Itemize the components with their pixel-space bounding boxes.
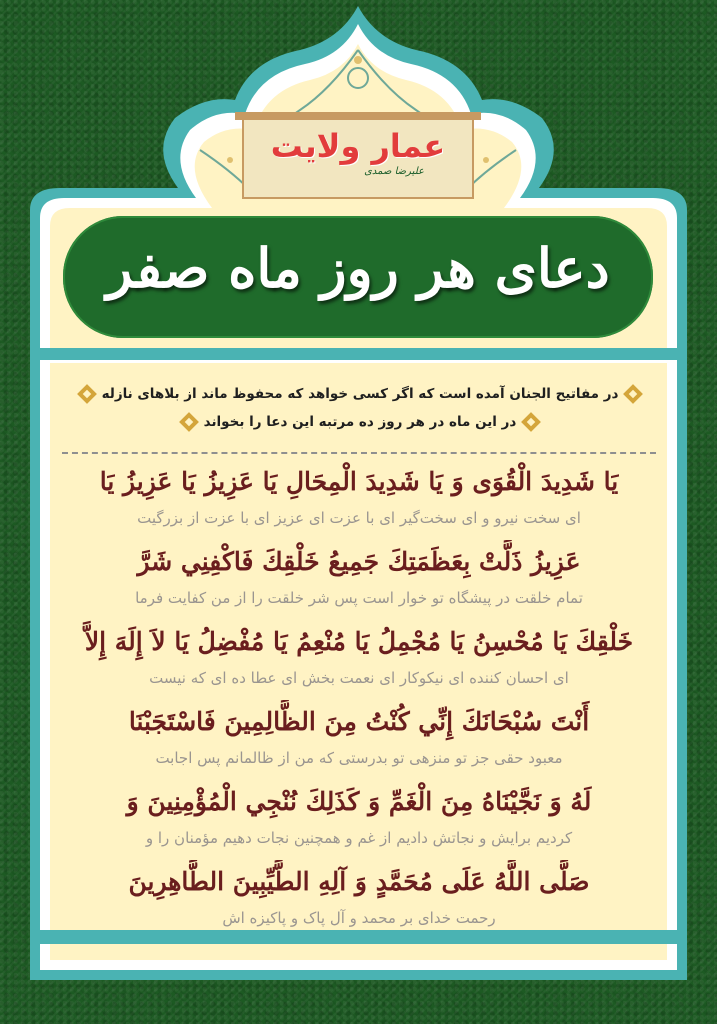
persian-translation: رحمت خدای بر محمد و آل پاک و پاکیزه اش bbox=[222, 909, 496, 927]
diamond-icon bbox=[521, 412, 541, 432]
divider bbox=[62, 452, 656, 454]
arabic-verse: صَلَّى اللَّهُ عَلَى مُحَمَّدٍ وَ آلِهِ الطَّيِّبِينَ الطَّاهِرِينَ bbox=[128, 867, 590, 896]
brand-logo bbox=[248, 118, 468, 198]
diamond-icon bbox=[624, 384, 644, 404]
persian-translation: ای احسان کننده ای نیکوکار ای نعمت بخش ای عطا ده ای که نیست bbox=[149, 669, 569, 687]
title-banner bbox=[63, 216, 653, 338]
persian-translation: ای سخت نیرو و ای سخت‌گیر ای با عزت ای عزیز ای با عزت از بزرگیت bbox=[137, 509, 581, 527]
persian-translation: تمام خلقت در پیشگاه تو خوار است پس شر خلقت را از من کفایت فرما bbox=[135, 589, 583, 607]
arabic-verse: يَا شَدِيدَ الْقُوَى وَ يَا شَدِيدَ الْمِحَالِ يَا عَزِيزُ يَا عَزِيزُ يَا bbox=[99, 467, 619, 496]
brand-signature: علیرضا صمدی bbox=[364, 166, 424, 177]
intro-text: در این ماه در هر روز ده مرتبه این دعا را بخواند bbox=[203, 414, 517, 430]
arabic-verse: عَزِيزُ ذَلَّتْ بِعَظَمَتِكَ جَمِيعُ خَلْقِكَ فَاكْفِنِي شَرَّ bbox=[137, 547, 581, 576]
page-title: دعای هر روز ماه صفر bbox=[106, 236, 610, 300]
diamond-icon bbox=[179, 412, 199, 432]
arabic-verse: خَلْقِكَ يَا مُحْسِنُ يَا مُجْمِلُ يَا مُنْعِمُ يَا مُفْضِلُ يَا لاَ إِلَهَ إِلاَّ bbox=[84, 627, 634, 656]
intro-text: در مفاتیح الجنان آمده است که اگر کسی خواهد که محفوظ ماند از بلاهای نازله bbox=[101, 386, 619, 402]
persian-translation: معبود حقی جز تو منزهی تو بدرستی که من از ظالمانم پس اجابت bbox=[155, 749, 563, 767]
dua-text-block bbox=[70, 460, 648, 940]
diamond-icon bbox=[77, 384, 97, 404]
arabic-verse: أَنْتَ سُبْحَانَكَ إِنِّي كُنْتُ مِنَ الظَّالِمِينَ فَاسْتَجَبْنَا bbox=[128, 707, 590, 736]
persian-translation: کردیم برایش و نجاتش دادیم از غم و همچنین نجات دهیم مؤمنان را و bbox=[145, 829, 573, 847]
brand-name: عمار ولایت bbox=[270, 127, 446, 165]
arabic-verse: لَهُ وَ نَجَّيْنَاهُ مِنَ الْغَمِّ وَ كَذَلِكَ نُنْجِي الْمُؤْمِنِينَ وَ bbox=[126, 787, 592, 816]
intro-block bbox=[55, 380, 665, 436]
intro-line bbox=[55, 408, 665, 436]
intro-line bbox=[55, 380, 665, 408]
